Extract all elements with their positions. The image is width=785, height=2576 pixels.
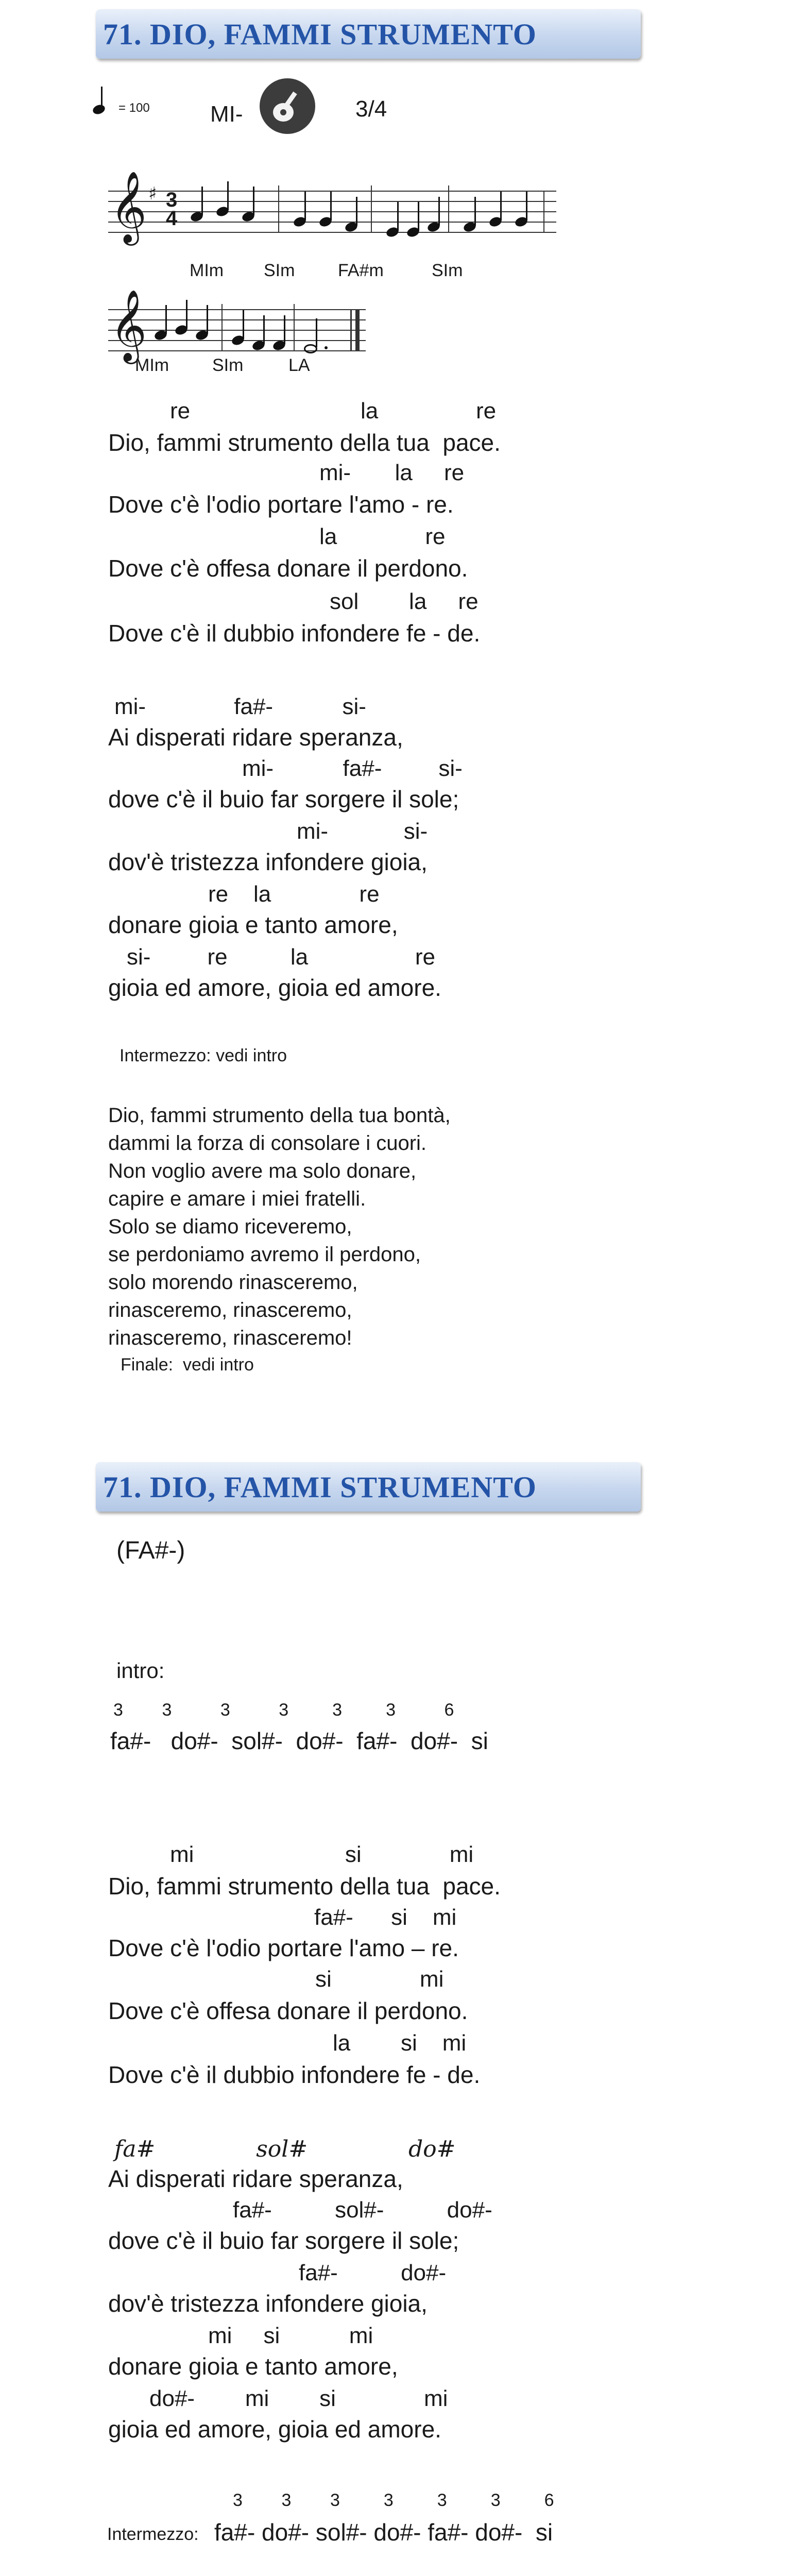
p2-v2-chord-line-1: fa# sol# do# — [114, 2136, 456, 2162]
p1-s3-line: rinasceremo, rinasceremo, — [108, 1299, 352, 1321]
p1-v1-lyric-2: Dove c'è l'odio portare l'amo - re. — [108, 491, 454, 518]
p1-intermezzo: Intermezzo: vedi intro — [120, 1046, 287, 1065]
p1-v1-chord-line-4: sol la re — [330, 589, 479, 614]
p1-v2-chord-line-3: mi- si- — [297, 819, 428, 844]
page2-title-bar — [96, 1462, 641, 1512]
p2-v1-chord-line-2: fa#- si mi — [314, 1905, 457, 1930]
staff1-chord-1: MIm — [190, 261, 224, 280]
p1-v2-chord-line-1: mi- fa#- si- — [114, 694, 366, 719]
p1-v1-chord-line-1: re — [170, 398, 191, 423]
staff1-chord-4: SIm — [432, 261, 463, 280]
p1-v1-lyric-3: Dove c'è offesa donare il perdono. — [108, 555, 468, 582]
p1-v2-chord-line-5: si- re la re — [127, 944, 436, 970]
p1-v2-lyric-5: gioia ed amore, gioia ed amore. — [108, 974, 441, 1001]
p2-intro-counts: 3 3 3 3 3 3 6 — [113, 1700, 454, 1720]
p1-s3-line: Non voglio avere ma solo donare, — [108, 1160, 417, 1182]
p2-v2-lyric-1: Ai disperati ridare speranza, — [108, 2165, 403, 2192]
time-signature: 3/4 — [355, 96, 387, 122]
p1-s3-line: solo morendo rinasceremo, — [108, 1271, 358, 1294]
page1-title-bar — [96, 9, 641, 59]
staff2-chord-2: SIm — [212, 355, 244, 375]
p2-intermezzo-counts: 3 3 3 3 3 3 6 — [233, 2490, 554, 2510]
sharp-sign-icon: ♯ — [148, 183, 157, 204]
p1-s3-line: se perdoniamo avremo il perdono, — [108, 1243, 421, 1266]
p2-v1-lyric-4: Dove c'è il dubbio infondere fe - de. — [108, 2061, 481, 2088]
staff2-chord-1: MIm — [135, 355, 169, 375]
staff1-chord-2: SIm — [264, 261, 295, 280]
p1-s3-line: Dio, fammi strumento della tua bontà, — [108, 1104, 451, 1127]
p2-v1-chord-line-4: la si mi — [333, 2030, 467, 2056]
p2-intermezzo-chords: fa#- do#- sol#- do#- fa#- do#- si — [214, 2519, 553, 2546]
p2-v1-chord-line-3: si mi — [315, 1967, 444, 1992]
p1-v1-chord-line-2: mi- la re — [319, 460, 465, 485]
p1-v1-chord-extra-1: la — [361, 398, 379, 423]
guitar-icon — [260, 78, 315, 134]
p2-v2-chord-line-2: fa#- sol#- do#- — [233, 2197, 492, 2223]
p2-v1-lyric-1: Dio, fammi strumento della tua pace. — [108, 1873, 501, 1900]
music-staff-1 — [108, 171, 561, 263]
p1-v2-chord-line-4: re la re — [208, 882, 380, 907]
p2-v1-lyric-3: Dove c'è offesa donare il perdono. — [108, 1997, 468, 2024]
p2-v2-lyric-3: dov'è tristezza infondere gioia, — [108, 2290, 428, 2317]
staff2-chord-3: LA — [288, 355, 310, 375]
p2-v2-chord-line-4: mi si mi — [208, 2323, 373, 2348]
p1-v2-lyric-2: dove c'è il buio far sorgere il sole; — [108, 786, 459, 812]
p1-v1-lyric-1: Dio, fammi strumento della tua pace. — [108, 429, 501, 456]
p2-v2-lyric-2: dove c'è il buio far sorgere il sole; — [108, 2227, 459, 2254]
quarter-note-icon — [93, 87, 100, 113]
tempo-marking: = 100 — [118, 101, 150, 115]
p2-intro-label: intro: — [116, 1658, 165, 1683]
p1-finale: Finale: vedi intro — [121, 1355, 254, 1375]
p2-v1-chord-line-1: mi si mi — [170, 1842, 474, 1867]
p2-v1-lyric-2: Dove c'è l'odio portare l'amo – re. — [108, 1935, 459, 1961]
p1-v1-lyric-4: Dove c'è il dubbio infondere fe - de. — [108, 620, 481, 647]
treble-clef-icon: 𝄞 — [110, 290, 147, 361]
p2-key-note: (FA#-) — [116, 1537, 185, 1564]
p1-v2-lyric-3: dov'è tristezza infondere gioia, — [108, 849, 428, 875]
time-signature-staff: 3 4 — [166, 189, 178, 230]
p1-s3-line: dammi la forza di consolare i cuori. — [108, 1132, 427, 1155]
p1-v1-chord-extra-2: re — [476, 398, 497, 423]
p1-v2-chord-line-2: mi- fa#- si- — [242, 756, 463, 781]
p1-v1-chord-line-3: la re — [319, 524, 446, 549]
p2-v2-chord-line-5: do#- mi si mi — [149, 2386, 448, 2411]
key-signature-label: MI- — [210, 101, 243, 127]
p2-v2-lyric-5: gioia ed amore, gioia ed amore. — [108, 2416, 441, 2443]
p2-intermezzo-label: Intermezzo: — [107, 2524, 199, 2544]
p1-v2-lyric-4: donare gioia e tanto amore, — [108, 911, 398, 938]
page2-title: 71. DIO, FAMMI STRUMENTO — [103, 1470, 537, 1504]
p1-s3-line: capire e amare i miei fratelli. — [108, 1188, 366, 1210]
p2-intro-chords: fa#- do#- sol#- do#- fa#- do#- si — [110, 1727, 488, 1754]
p1-stanza-3 — [108, 1101, 451, 1352]
staff1-chord-3: FA#m — [338, 261, 384, 280]
p2-v2-chord-line-3: fa#- do#- — [299, 2260, 447, 2285]
p1-v2-lyric-1: Ai disperati ridare speranza, — [108, 724, 403, 751]
p1-s3-line: rinasceremo, rinasceremo! — [108, 1327, 352, 1349]
p2-v2-lyric-4: donare gioia e tanto amore, — [108, 2353, 398, 2380]
p1-s3-line: Solo se diamo riceveremo, — [108, 1215, 352, 1238]
page1-title: 71. DIO, FAMMI STRUMENTO — [103, 17, 537, 51]
treble-clef-icon: 𝄞 — [110, 171, 147, 243]
